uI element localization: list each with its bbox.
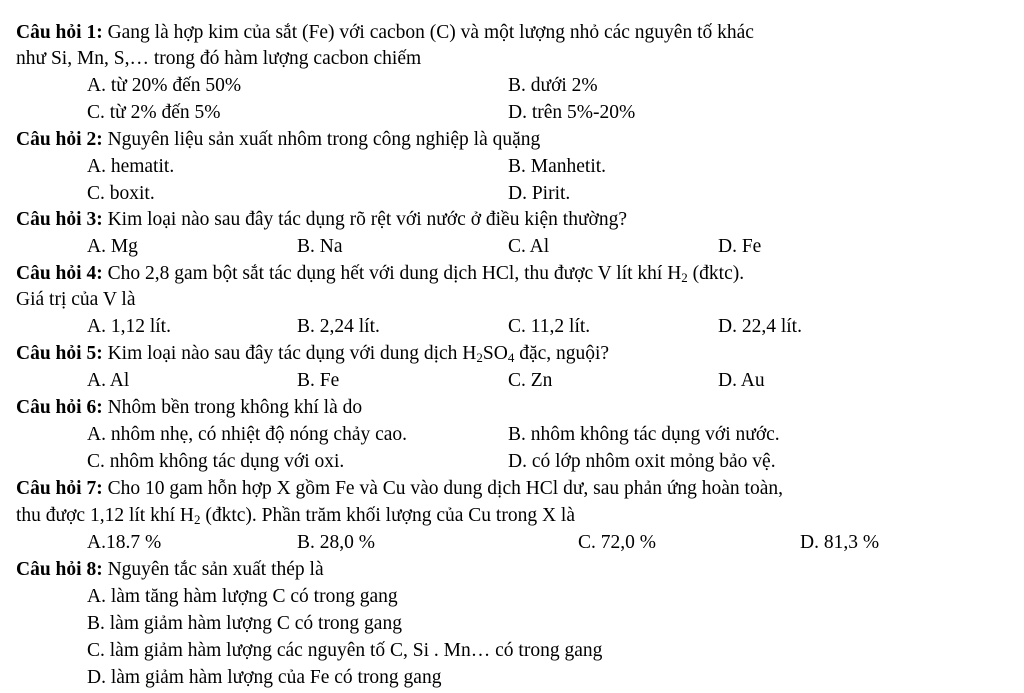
question-4-stem <box>16 261 744 287</box>
question-7-stem <box>16 476 783 502</box>
question-7-text: Cho 10 gam hỗn hợp X gồm Fe và Cu vào dung dịch HCl dư, sau phản ứng hoàn toàn, <box>102 478 783 499</box>
question-6-option-c[interactable]: C. nhôm không tác dụng với oxi. <box>87 451 345 472</box>
question-3-stem <box>16 207 627 233</box>
question-8-option-d[interactable]: D. làm giảm hàm lượng của Fe có trong gang <box>87 667 442 688</box>
question-7-text-cont: thu được 1,12 lít khí H <box>16 505 194 526</box>
question-1-option-d[interactable]: D. trên 5%-20% <box>508 102 636 123</box>
question-6-option-d[interactable]: D. có lớp nhôm oxit mỏng bảo vệ. <box>508 451 776 472</box>
question-5-subscript-1: 2 <box>476 350 483 365</box>
question-5-option-d[interactable]: D. Au <box>718 370 765 391</box>
question-5-text-mid: SO <box>482 343 508 364</box>
question-2-text: Nguyên liệu sản xuất nhôm trong công nghiệp là quặng <box>102 129 541 150</box>
question-6-option-a[interactable]: A. nhôm nhẹ, có nhiệt độ nóng chảy cao. <box>87 424 408 445</box>
question-5-text-after: đặc, nguội? <box>514 343 610 364</box>
question-3-option-b[interactable]: B. Na <box>297 236 343 257</box>
question-8-label: Câu hỏi 8: <box>16 559 103 580</box>
question-5-option-b[interactable]: B. Fe <box>297 370 340 391</box>
question-1-option-c[interactable]: C. từ 2% đến 5% <box>87 102 221 123</box>
question-7-label: Câu hỏi 7: <box>16 478 103 499</box>
question-6-text: Nhôm bền trong không khí là do <box>102 397 363 418</box>
question-7-text-cont-after: (đktc). Phần trăm khối lượng của Cu trong X là <box>200 505 575 526</box>
question-2-stem <box>16 127 540 153</box>
question-2-option-c[interactable]: C. boxit. <box>87 183 155 204</box>
question-4-option-d[interactable]: D. 22,4 lít. <box>718 316 802 337</box>
question-4-stem-cont <box>16 287 136 313</box>
question-5-option-a[interactable]: A. Al <box>87 370 130 391</box>
question-8-stem <box>16 557 324 583</box>
question-4-subscript: 2 <box>681 270 688 285</box>
question-1-option-a[interactable]: A. từ 20% đến 50% <box>87 75 242 96</box>
question-1-option-b[interactable]: B. dưới 2% <box>508 75 598 96</box>
question-7-option-b[interactable]: B. 28,0 % <box>297 532 375 553</box>
question-3-text: Kim loại nào sau đây tác dụng rõ rệt với nước ở điều kiện thường? <box>102 209 627 230</box>
question-7-option-c[interactable]: C. 72,0 % <box>578 532 656 553</box>
question-6-label: Câu hỏi 6: <box>16 397 103 418</box>
question-8-option-b[interactable]: B. làm giảm hàm lượng C có trong gang <box>87 613 402 634</box>
question-8-text: Nguyên tắc sản xuất thép là <box>102 559 324 580</box>
question-7-option-d[interactable]: D. 81,3 % <box>800 532 880 553</box>
question-1-text-cont: như Si, Mn, S,… trong đó hàm lượng cacbon chiếm <box>16 48 422 69</box>
question-2-option-a[interactable]: A. hematit. <box>87 156 175 177</box>
question-5-text: Kim loại nào sau đây tác dụng với dung dịch H <box>102 343 477 364</box>
question-3-option-d[interactable]: D. Fe <box>718 236 762 257</box>
question-7-subscript: 2 <box>193 512 201 527</box>
question-5-stem <box>16 341 609 367</box>
question-4-text-cont: Giá trị của V là <box>16 289 136 310</box>
question-2-label: Câu hỏi 2: <box>16 129 103 150</box>
question-3-label: Câu hỏi 3: <box>16 209 103 230</box>
question-4-option-b[interactable]: B. 2,24 lít. <box>297 316 380 337</box>
question-3-option-a[interactable]: A. Mg <box>87 236 138 257</box>
question-5-option-c[interactable]: C. Zn <box>508 370 553 391</box>
question-1-stem-cont <box>16 46 421 72</box>
question-5-subscript-2: 4 <box>507 350 515 365</box>
question-1-text: Gang là hợp kim của sắt (Fe) với cacbon (C) và một lượng nhỏ các nguyên tố khác <box>102 22 754 43</box>
question-4-label: Câu hỏi 4: <box>16 263 103 284</box>
question-4-text-after: (đktc). <box>687 263 745 284</box>
question-4-option-a[interactable]: A. 1,12 lít. <box>87 316 171 337</box>
question-2-option-d[interactable]: D. Pirit. <box>508 183 571 204</box>
question-2-option-b[interactable]: B. Manhetit. <box>508 156 607 177</box>
question-6-option-b[interactable]: B. nhôm không tác dụng với nước. <box>508 424 780 445</box>
question-8-option-c[interactable]: C. làm giảm hàm lượng các nguyên tố C, Si . Mn… có trong gang <box>87 640 603 661</box>
question-7-option-a[interactable]: A.18.7 % <box>87 532 162 553</box>
question-4-option-c[interactable]: C. 11,2 lít. <box>508 316 591 337</box>
question-3-option-c[interactable]: C. Al <box>508 236 550 257</box>
question-8-option-a[interactable]: A. làm tăng hàm lượng C có trong gang <box>87 586 398 607</box>
question-4-text: Cho 2,8 gam bột sắt tác dụng hết với dung dịch HCl, thu được V lít khí H <box>102 263 682 284</box>
question-1-stem <box>16 20 754 46</box>
question-7-stem-cont <box>16 503 575 529</box>
question-1-label: Câu hỏi 1: <box>16 22 103 43</box>
question-6-stem <box>16 395 362 421</box>
question-5-label: Câu hỏi 5: <box>16 343 103 364</box>
